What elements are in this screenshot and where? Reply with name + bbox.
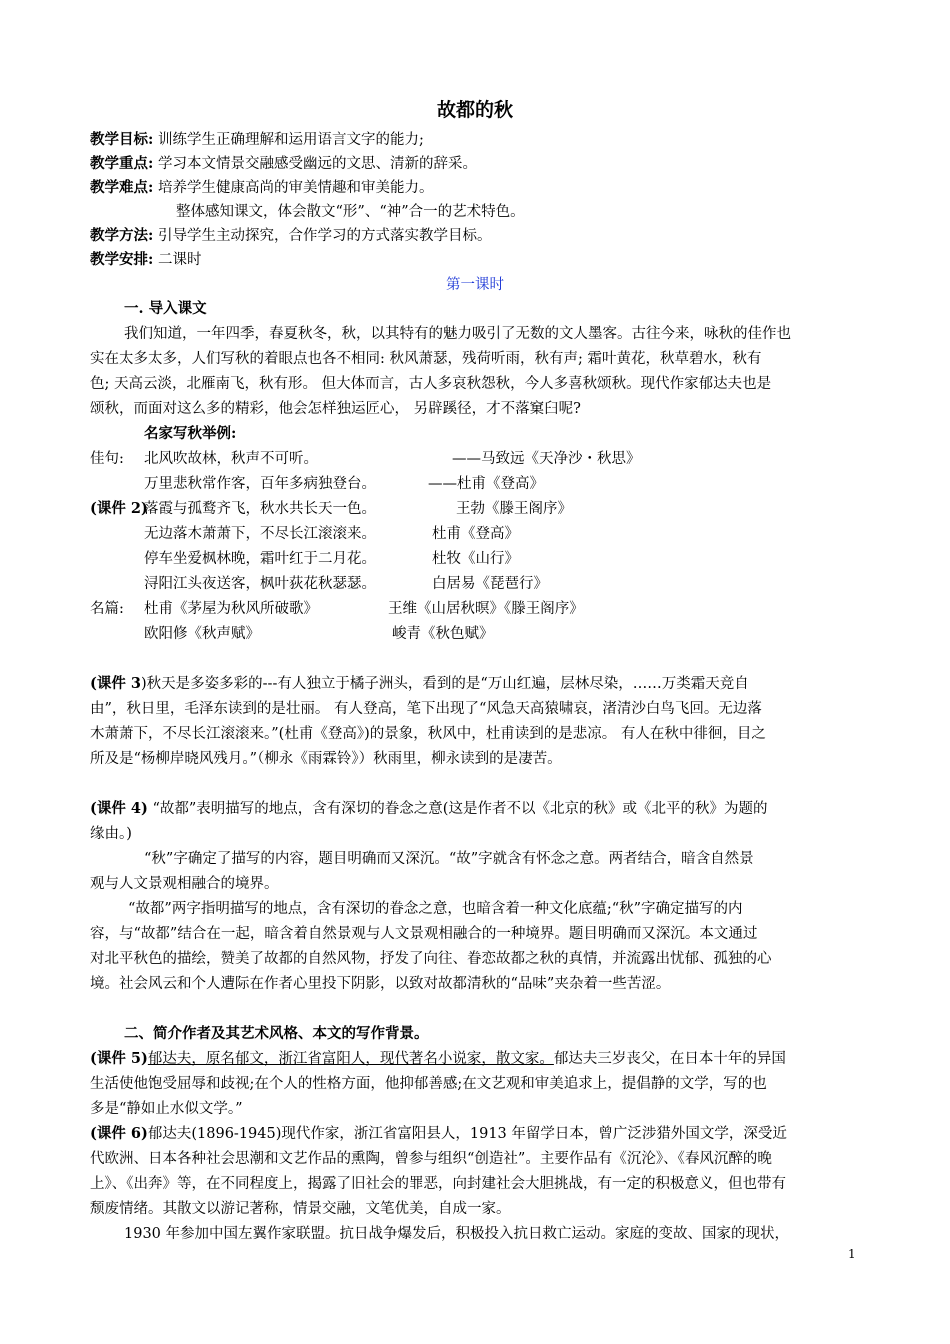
verse: 无边落木萧萧下，不尽长江滚滚来。 [144,526,376,542]
intro-line: 我们知道，一年四季，春夏秋冬，秋，以其特有的魅力吸引了无数的文人墨客。古往今来，咏秋的佳作也 [124,326,791,342]
goal-label: 教学目标: [90,131,154,148]
focus-row [90,154,477,174]
method-row [90,226,491,246]
method-label: 教学方法: [90,227,154,244]
verse: 万里悲秋常作客，百年多病独登台。 [144,476,376,492]
paragraph-line: 容，与“故都”结合在一起，暗含着自然景观与人文景观相融合的一种境界。题目明确而又深沉。本文通过 [90,926,758,942]
famous-work: 峻青《秋色赋》 [392,626,494,642]
paragraph-line: 生活使他饱受屈辱和歧视;在个人的性格方面，他抑郁善感;在文艺观和审美追求上，提倡静的文学，写的也 [90,1076,767,1092]
verse-label: 佳句: [90,451,124,467]
courseware-ref: (课件 3 [90,675,141,692]
paragraph-line: 所及是“杨柳岸晓风残月。”（柳永《雨霖铃》）秋雨里，柳永读到的是凄苦。 [90,751,562,767]
courseware-ref: (课件 4) [90,800,148,817]
paragraph-line: 代欧洲、日本各种社会思潮和文艺作品的熏陶，曾参与组织“创造社”。主要作品有《沉沦》、《春风沉醉的晚 [90,1151,772,1167]
verse-source: 白居易《琵琶行》 [432,576,548,592]
paragraph-line: 颓废情绪。其散文以游记著称，情景交融，文笔优美，自成一家。 [90,1201,511,1217]
famous-work: 欧阳修《秋声赋》 [144,626,260,642]
paragraph-line: 多是“静如止水似文学。” [90,1101,243,1117]
examples-heading: 名家写秋举例: [144,425,237,442]
section2-heading: 二、简介作者及其艺术风格、本文的写作背景。 [124,1025,429,1042]
difficulty-text-2: 整体感知课文，体会散文“形”、“神”合一的艺术特色。 [176,204,525,220]
difficulty-text: 培养学生健康高尚的审美情趣和审美能力。 [157,180,434,196]
verse: 北风吹故林，秋声不可听。 [144,451,318,467]
goal-text: 训练学生正确理解和运用语言文字的能力; [157,132,424,148]
goal-row [90,130,424,150]
works-label: 名篇: [90,601,124,617]
paragraph-line: 由”，秋日里，毛泽东读到的是壮丽。 有人登高，笔下出现了“风急天高猿啸哀，渚清沙白鸟飞回。无边落 [90,701,762,717]
paragraph-line [90,799,767,819]
schedule-row [90,250,201,270]
page-number: 1 [848,1247,856,1261]
verse: 浔阳江头夜送客，枫叶荻花秋瑟瑟。 [144,576,376,592]
lesson-title: 第一课时 [446,277,504,293]
paragraph-line: 木萧萧下，不尽长江滚滚来。”(杜甫《登高》)的景象，秋风中，杜甫读到的是悲凉。 有人在秋中徘徊，目之 [90,726,766,742]
paragraph-text: )秋天是多姿多彩的---有人独立于橘子洲头，看到的是“万山红遍，层林尽染，……万类霜天竞自 [141,676,749,692]
paragraph-line: 1930 年参加中国左翼作家联盟。抗日战争爆发后，积极投入抗日救亡运动。家庭的变故、国家的现状， [124,1226,790,1242]
paragraph-line: 缘由。) [90,826,132,842]
verse-source: 杜甫《登高》 [432,526,519,542]
verse-source: ——马致远《天净沙・秋思》 [452,451,641,467]
famous-work: 杜甫《茅屋为秋风所破歌》 [144,601,318,617]
courseware-ref: (课件 5) [90,1050,148,1067]
verse: 落霞与孤鹜齐飞，秋水共长天一色。 [144,501,376,517]
intro-line: 实在太多太多，人们写秋的着眼点也各不相同: 秋风萧瑟，残荷听雨，秋有声; 霜叶黄花，秋草碧水，秋有 [90,351,762,367]
paragraph-line: “故都”两字指明描写的地点，含有深切的眷念之意，也暗含着一种文化底蕴;“秋”字确定描写的内 [128,901,743,917]
paragraph-text: 郁达夫(1896-1945)现代作家，浙江省富阳县人，1913 年留学日本，曾广泛涉猎外国文学，深受近 [147,1126,787,1142]
courseware-ref: (课件 2) [90,500,148,517]
paragraph-line: 上》、《出奔》等，在不同程度上，揭露了旧社会的罪恶，向封建社会大胆挑战，有一定的积极意义，但也带有 [90,1176,786,1192]
verse: 停车坐爱枫林晚，霜叶红于二月花。 [144,551,376,567]
paragraph-line [90,1049,786,1069]
paragraph-line [90,1124,787,1144]
difficulty-row [90,178,433,198]
schedule-label: 教学安排: [90,251,154,268]
verse-source: ——杜甫《登高》 [428,476,544,492]
intro-line: 颂秋，而面对这么多的精彩，他会怎样独运匠心， 另辟蹊径，才不落窠臼呢? [90,401,581,417]
paragraph-line [90,674,749,694]
difficulty-label: 教学难点: [90,179,154,196]
focus-label: 教学重点: [90,155,154,172]
section1-heading: 一. 导入课文 [124,300,207,317]
page-title: 故都的秋 [436,99,513,121]
paragraph-text: 郁达夫三岁丧父，在日本十年的异国 [553,1051,786,1067]
paragraph-line: 观与人文景观相融合的境界。 [90,876,279,892]
schedule-text: 二课时 [157,252,202,268]
method-text: 引导学生主动探究，合作学习的方式落实教学目标。 [157,228,492,244]
courseware-ref: (课件 6) [90,1125,148,1142]
paragraph-text: “故都”表明描写的地点，含有深切的眷念之意(这是作者不以《北京的秋》或《北平的秋》为题的 [147,801,768,817]
author-intro-underlined: 郁达夫，原名郁文，浙江省富阳人，现代著名小说家，散文家。 [147,1051,554,1067]
paragraph-line: “秋”字确定了描写的内容，题目明确而又深沉。“故”字就含有怀念之意。两者结合，暗含自然景 [144,851,754,867]
verse-source: 王勃《滕王阁序》 [456,501,572,517]
paragraph-line: 境。社会风云和个人遭际在作者心里投下阴影，以致对故都清秋的“品味”夹杂着一些苦涩。 [90,976,671,992]
intro-line: 色; 天高云淡，北雁南飞，秋有形。 但大体而言，古人多哀秋怨秋，今人多喜秋颂秋。现代作家郁达夫也是 [90,376,772,392]
famous-work: 王维《山居秋暝》《滕王阁序》 [388,601,584,617]
paragraph-line: 对北平秋色的描绘，赞美了故都的自然风物，抒发了向往、眷恋故都之秋的真情，并流露出忧郁、孤独的心 [90,951,772,967]
focus-text: 学习本文情景交融感受幽远的文思、清新的辞采。 [157,156,477,172]
verse-source: 杜牧《山行》 [432,551,519,567]
